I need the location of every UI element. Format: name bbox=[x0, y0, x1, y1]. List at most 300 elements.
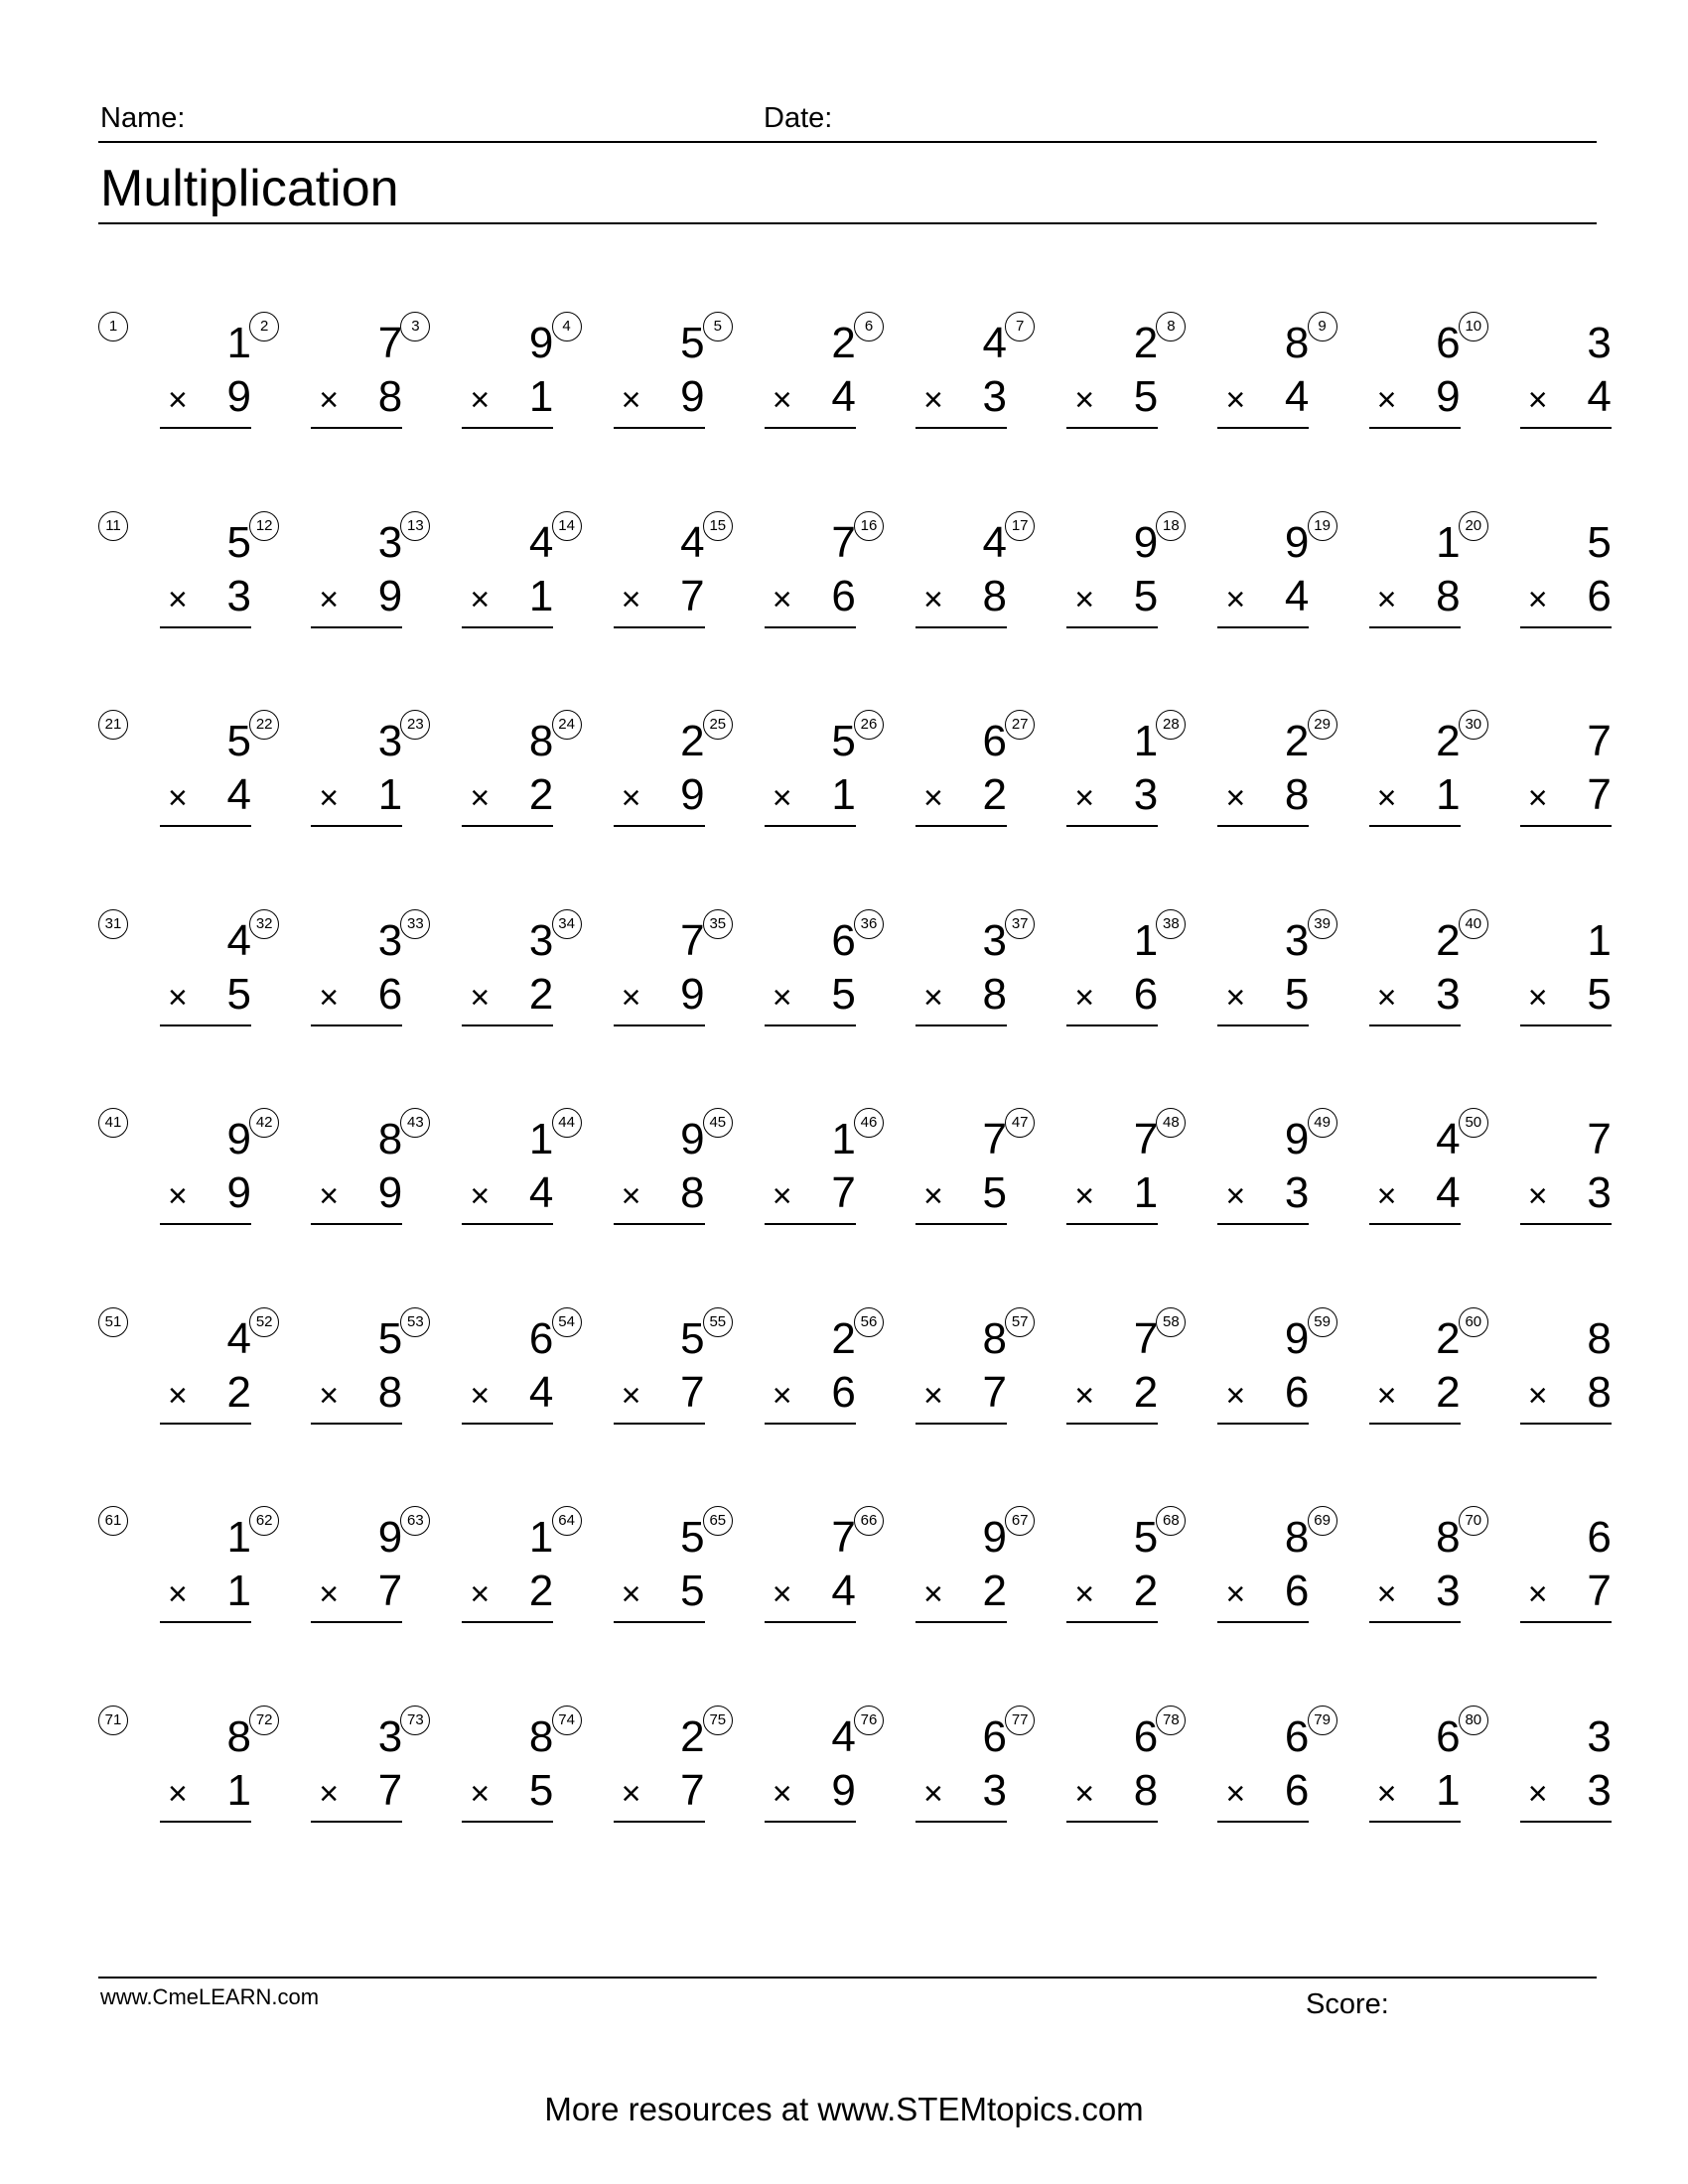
answer-line[interactable] bbox=[1217, 1024, 1309, 1026]
problem-item bbox=[703, 1506, 856, 1615]
times-sign: × bbox=[168, 1575, 188, 1613]
problem-item bbox=[249, 312, 402, 421]
answer-line[interactable] bbox=[160, 626, 251, 628]
multiplier: 2 bbox=[1133, 1367, 1159, 1417]
times-sign: × bbox=[1074, 779, 1095, 817]
times-sign: × bbox=[1527, 779, 1548, 817]
times-sign: × bbox=[168, 381, 188, 419]
multiplicand: 7 bbox=[1587, 1115, 1612, 1163]
answer-line[interactable] bbox=[1369, 1821, 1461, 1823]
multiplier: 5 bbox=[1587, 969, 1612, 1019]
problem-item bbox=[552, 312, 705, 421]
multiplier: 2 bbox=[1436, 1367, 1461, 1417]
multiplier: 1 bbox=[226, 1765, 251, 1815]
times-sign: × bbox=[168, 1177, 188, 1215]
multiplicand: 2 bbox=[831, 1313, 856, 1363]
times-sign: × bbox=[1527, 1774, 1548, 1813]
times-sign: × bbox=[1527, 381, 1548, 419]
multiplicand: 4 bbox=[226, 1313, 251, 1363]
answer-line[interactable] bbox=[1369, 1621, 1461, 1623]
answer-line[interactable] bbox=[1217, 825, 1309, 827]
multiplicand: 8 bbox=[528, 717, 554, 765]
answer-line[interactable] bbox=[462, 626, 553, 628]
problem-item bbox=[1459, 710, 1612, 819]
problem-number-badge: 46 bbox=[854, 1108, 884, 1138]
multiplicand: 8 bbox=[528, 1711, 554, 1761]
answer-line[interactable] bbox=[1217, 1821, 1309, 1823]
multiplier: 7 bbox=[1587, 1567, 1612, 1615]
multiplicand: 2 bbox=[1284, 717, 1310, 765]
answer-line[interactable] bbox=[765, 1821, 856, 1823]
problem-item bbox=[400, 312, 553, 421]
multiplicand: 3 bbox=[1587, 319, 1612, 367]
answer-line[interactable] bbox=[765, 825, 856, 827]
problem-item bbox=[400, 1307, 553, 1417]
times-sign: × bbox=[621, 779, 641, 817]
problem-number-badge: 23 bbox=[400, 710, 430, 740]
multiplier: 3 bbox=[1436, 969, 1461, 1019]
problem-number-badge: 57 bbox=[1005, 1307, 1035, 1337]
multiplicand: 5 bbox=[226, 517, 251, 567]
answer-line[interactable] bbox=[1217, 427, 1309, 429]
multiplier: 4 bbox=[226, 770, 251, 819]
times-sign: × bbox=[1376, 978, 1397, 1017]
multiplier: 5 bbox=[1133, 372, 1159, 421]
problem-item bbox=[854, 511, 1007, 620]
multiplicand: 8 bbox=[377, 1115, 403, 1163]
multiplier: 5 bbox=[1284, 969, 1310, 1019]
answer-line[interactable] bbox=[915, 626, 1007, 628]
answer-line[interactable] bbox=[915, 1821, 1007, 1823]
answer-line[interactable] bbox=[1369, 1024, 1461, 1026]
answer-line[interactable] bbox=[915, 825, 1007, 827]
problem-item bbox=[1459, 1307, 1612, 1417]
problem-item bbox=[98, 312, 251, 421]
times-sign: × bbox=[923, 580, 943, 618]
answer-line[interactable] bbox=[915, 427, 1007, 429]
multiplier: 5 bbox=[982, 1168, 1007, 1217]
answer-line[interactable] bbox=[765, 1621, 856, 1623]
multiplicand: 5 bbox=[831, 717, 856, 765]
times-sign: × bbox=[1225, 1177, 1246, 1215]
answer-line[interactable] bbox=[1520, 1821, 1612, 1823]
multiplicand: 8 bbox=[982, 1313, 1007, 1363]
problem-item bbox=[400, 710, 553, 819]
problem-number-badge: 27 bbox=[1005, 710, 1035, 740]
times-sign: × bbox=[470, 1376, 491, 1415]
problem-item bbox=[1156, 511, 1309, 620]
answer-line[interactable] bbox=[462, 1223, 553, 1225]
answer-line[interactable] bbox=[1217, 626, 1309, 628]
multiplicand: 5 bbox=[680, 1513, 705, 1562]
multiplier: 6 bbox=[1587, 571, 1612, 620]
problem-number-badge: 74 bbox=[552, 1706, 582, 1735]
answer-line[interactable] bbox=[915, 1621, 1007, 1623]
answer-line[interactable] bbox=[915, 1223, 1007, 1225]
problem-item bbox=[552, 1108, 705, 1217]
multiplicand: 7 bbox=[1133, 1115, 1159, 1163]
answer-line[interactable] bbox=[160, 825, 251, 827]
answer-line[interactable] bbox=[614, 427, 705, 429]
times-sign: × bbox=[1225, 580, 1246, 618]
times-sign: × bbox=[470, 381, 491, 419]
problem-item bbox=[400, 1108, 553, 1217]
answer-line[interactable] bbox=[462, 825, 553, 827]
multiplier: 9 bbox=[226, 1168, 251, 1217]
multiplier: 1 bbox=[1133, 1168, 1159, 1217]
multiplicand: 7 bbox=[831, 517, 856, 567]
multiplicand: 4 bbox=[982, 517, 1007, 567]
answer-line[interactable] bbox=[1066, 1621, 1158, 1623]
answer-line[interactable] bbox=[1520, 626, 1612, 628]
multiplicand: 2 bbox=[831, 319, 856, 367]
problem-number-badge: 73 bbox=[400, 1706, 430, 1735]
problem-item bbox=[854, 1706, 1007, 1815]
answer-line[interactable] bbox=[1066, 825, 1158, 827]
multiplicand: 6 bbox=[528, 1313, 554, 1363]
problem-item bbox=[703, 312, 856, 421]
problem-item bbox=[1156, 1108, 1309, 1217]
answer-line[interactable] bbox=[462, 427, 553, 429]
problem-item bbox=[552, 1706, 705, 1815]
answer-line[interactable] bbox=[1369, 1223, 1461, 1225]
answer-line[interactable] bbox=[765, 427, 856, 429]
times-sign: × bbox=[1225, 1774, 1246, 1813]
times-sign: × bbox=[168, 779, 188, 817]
problem-number-badge: 9 bbox=[1308, 312, 1337, 341]
multiplier: 4 bbox=[831, 372, 856, 421]
times-sign: × bbox=[1527, 1575, 1548, 1613]
multiplier: 2 bbox=[528, 1567, 554, 1615]
problem-item bbox=[703, 909, 856, 1019]
times-sign: × bbox=[470, 779, 491, 817]
multiplier: 3 bbox=[1133, 770, 1159, 819]
multiplier: 1 bbox=[1436, 770, 1461, 819]
problem-number-badge: 58 bbox=[1156, 1307, 1186, 1337]
answer-line[interactable] bbox=[1369, 626, 1461, 628]
multiplier: 3 bbox=[1587, 1168, 1612, 1217]
problem-item bbox=[1459, 909, 1612, 1019]
problem-number-badge: 60 bbox=[1459, 1307, 1488, 1337]
times-sign: × bbox=[1376, 779, 1397, 817]
footer-row bbox=[98, 1977, 1597, 2022]
problem-item bbox=[1156, 1506, 1309, 1615]
problem-item bbox=[1156, 1706, 1309, 1815]
answer-line[interactable] bbox=[614, 1821, 705, 1823]
problem-number-badge: 12 bbox=[249, 511, 279, 541]
multiplier: 9 bbox=[680, 372, 705, 421]
date-label: Date: bbox=[764, 102, 833, 134]
answer-line[interactable] bbox=[1520, 825, 1612, 827]
answer-line[interactable] bbox=[1520, 1621, 1612, 1623]
answer-line[interactable] bbox=[462, 1024, 553, 1026]
problem-number-badge: 25 bbox=[703, 710, 733, 740]
answer-line[interactable] bbox=[1520, 427, 1612, 429]
problem-number-badge: 63 bbox=[400, 1506, 430, 1536]
times-sign: × bbox=[168, 580, 188, 618]
problem-item bbox=[1005, 1108, 1158, 1217]
page-title: Multiplication bbox=[100, 160, 399, 217]
answer-line[interactable] bbox=[915, 1024, 1007, 1026]
multiplier: 6 bbox=[1284, 1567, 1310, 1615]
multiplier: 4 bbox=[1587, 372, 1612, 421]
multiplier: 9 bbox=[680, 969, 705, 1019]
answer-line[interactable] bbox=[1066, 1223, 1158, 1225]
multiplicand: 8 bbox=[1587, 1313, 1612, 1363]
problem-item bbox=[98, 1506, 251, 1615]
problem-number-badge: 6 bbox=[854, 312, 884, 341]
times-sign: × bbox=[470, 1177, 491, 1215]
multiplier: 3 bbox=[982, 1765, 1007, 1815]
multiplier: 6 bbox=[831, 571, 856, 620]
multiplier: 8 bbox=[982, 571, 1007, 620]
times-sign: × bbox=[1376, 1177, 1397, 1215]
answer-line[interactable] bbox=[1066, 1821, 1158, 1823]
problem-number-badge: 49 bbox=[1308, 1108, 1337, 1138]
problem-number-badge: 43 bbox=[400, 1108, 430, 1138]
answer-line[interactable] bbox=[160, 1821, 251, 1823]
multiplier: 9 bbox=[377, 1168, 403, 1217]
multiplier: 4 bbox=[528, 1367, 554, 1417]
problem-item bbox=[1308, 312, 1461, 421]
answer-line[interactable] bbox=[1217, 1223, 1309, 1225]
answer-line[interactable] bbox=[1217, 1621, 1309, 1623]
answer-line[interactable] bbox=[614, 825, 705, 827]
times-sign: × bbox=[319, 978, 340, 1017]
answer-line[interactable] bbox=[614, 1621, 705, 1623]
answer-line[interactable] bbox=[160, 1621, 251, 1623]
times-sign: × bbox=[772, 1774, 792, 1813]
multiplicand: 5 bbox=[226, 717, 251, 765]
times-sign: × bbox=[1225, 1376, 1246, 1415]
multiplicand: 2 bbox=[680, 717, 705, 765]
problem-number-badge: 71 bbox=[98, 1706, 128, 1735]
problem-number-badge: 66 bbox=[854, 1506, 884, 1536]
problem-number-badge: 15 bbox=[703, 511, 733, 541]
problem-number-badge: 4 bbox=[552, 312, 582, 341]
answer-line[interactable] bbox=[765, 626, 856, 628]
problem-number-badge: 22 bbox=[249, 710, 279, 740]
multiplicand: 6 bbox=[831, 915, 856, 965]
multiplier: 4 bbox=[1284, 372, 1310, 421]
answer-line[interactable] bbox=[1066, 1423, 1158, 1425]
problem-number-badge: 20 bbox=[1459, 511, 1488, 541]
multiplier: 8 bbox=[377, 372, 403, 421]
multiplicand: 3 bbox=[377, 915, 403, 965]
problem-number-badge: 21 bbox=[98, 710, 128, 740]
problem-number-badge: 31 bbox=[98, 909, 128, 939]
problem-number-badge: 36 bbox=[854, 909, 884, 939]
problem-item bbox=[703, 1307, 856, 1417]
answer-line[interactable] bbox=[462, 1621, 553, 1623]
problem-number-badge: 79 bbox=[1308, 1706, 1337, 1735]
answer-line[interactable] bbox=[1520, 1423, 1612, 1425]
problem-item bbox=[703, 1706, 856, 1815]
multiplicand: 4 bbox=[831, 1711, 856, 1761]
problem-number-badge: 28 bbox=[1156, 710, 1186, 740]
answer-line[interactable] bbox=[915, 1423, 1007, 1425]
times-sign: × bbox=[772, 580, 792, 618]
multiplier: 7 bbox=[680, 1765, 705, 1815]
multiplicand: 1 bbox=[528, 1513, 554, 1562]
answer-line[interactable] bbox=[1217, 1423, 1309, 1425]
problem-number-badge: 59 bbox=[1308, 1307, 1337, 1337]
answer-line[interactable] bbox=[311, 626, 402, 628]
answer-line[interactable] bbox=[462, 1423, 553, 1425]
problem-number-badge: 40 bbox=[1459, 909, 1488, 939]
times-sign: × bbox=[923, 1575, 943, 1613]
answer-line[interactable] bbox=[765, 1024, 856, 1026]
multiplicand: 5 bbox=[680, 1313, 705, 1363]
answer-line[interactable] bbox=[765, 1223, 856, 1225]
multiplier: 1 bbox=[377, 770, 403, 819]
multiplier: 1 bbox=[528, 571, 554, 620]
answer-line[interactable] bbox=[311, 1423, 402, 1425]
answer-line[interactable] bbox=[614, 626, 705, 628]
multiplier: 2 bbox=[982, 770, 1007, 819]
multiplier: 4 bbox=[831, 1567, 856, 1615]
answer-line[interactable] bbox=[614, 1024, 705, 1026]
problem-number-badge: 68 bbox=[1156, 1506, 1186, 1536]
multiplier: 5 bbox=[680, 1567, 705, 1615]
times-sign: × bbox=[772, 1177, 792, 1215]
problem-item bbox=[1005, 710, 1158, 819]
problem-number-badge: 39 bbox=[1308, 909, 1337, 939]
multiplicand: 9 bbox=[1284, 1313, 1310, 1363]
answer-line[interactable] bbox=[1369, 825, 1461, 827]
multiplier: 6 bbox=[1133, 969, 1159, 1019]
problem-number-badge: 3 bbox=[400, 312, 430, 341]
problem-number-badge: 11 bbox=[98, 511, 128, 541]
answer-line[interactable] bbox=[160, 1024, 251, 1026]
times-sign: × bbox=[1074, 1177, 1095, 1215]
problem-item bbox=[1005, 312, 1158, 421]
multiplier: 8 bbox=[1587, 1367, 1612, 1417]
multiplier: 9 bbox=[226, 372, 251, 421]
multiplicand: 1 bbox=[226, 319, 251, 367]
answer-line[interactable] bbox=[1066, 626, 1158, 628]
multiplicand: 9 bbox=[982, 1513, 1007, 1562]
multiplicand: 7 bbox=[680, 915, 705, 965]
times-sign: × bbox=[923, 978, 943, 1017]
answer-line[interactable] bbox=[160, 1223, 251, 1225]
answer-line[interactable] bbox=[311, 1223, 402, 1225]
answer-line[interactable] bbox=[1066, 1024, 1158, 1026]
problem-item bbox=[98, 710, 251, 819]
problem-item bbox=[1005, 1706, 1158, 1815]
multiplier: 5 bbox=[528, 1765, 554, 1815]
answer-line[interactable] bbox=[160, 427, 251, 429]
multiplicand: 1 bbox=[226, 1513, 251, 1562]
problem-number-badge: 61 bbox=[98, 1506, 128, 1536]
times-sign: × bbox=[319, 381, 340, 419]
answer-line[interactable] bbox=[462, 1821, 553, 1823]
answer-line[interactable] bbox=[1066, 427, 1158, 429]
problem-number-badge: 37 bbox=[1005, 909, 1035, 939]
problem-item bbox=[400, 511, 553, 620]
multiplicand: 2 bbox=[1133, 319, 1159, 367]
multiplier: 8 bbox=[377, 1367, 403, 1417]
site-link[interactable]: www.CmeLEARN.com bbox=[100, 1984, 320, 2009]
problem-item bbox=[1308, 909, 1461, 1019]
multiplicand: 9 bbox=[680, 1115, 705, 1163]
times-sign: × bbox=[923, 1774, 943, 1813]
multiplier: 2 bbox=[1133, 1567, 1159, 1615]
multiplier: 3 bbox=[1436, 1567, 1461, 1615]
problem-number-badge: 1 bbox=[98, 312, 128, 341]
times-sign: × bbox=[772, 779, 792, 817]
problem-number-badge: 76 bbox=[854, 1706, 884, 1735]
problem-item bbox=[552, 710, 705, 819]
times-sign: × bbox=[621, 1575, 641, 1613]
times-sign: × bbox=[168, 1376, 188, 1415]
answer-line[interactable] bbox=[614, 1223, 705, 1225]
problem-number-badge: 78 bbox=[1156, 1706, 1186, 1735]
multiplicand: 2 bbox=[680, 1711, 705, 1761]
problem-item bbox=[1459, 1706, 1612, 1815]
multiplicand: 4 bbox=[982, 319, 1007, 367]
problem-number-badge: 42 bbox=[249, 1108, 279, 1138]
problem-item bbox=[98, 511, 251, 620]
problem-item bbox=[1459, 312, 1612, 421]
times-sign: × bbox=[1074, 381, 1095, 419]
times-sign: × bbox=[1376, 1575, 1397, 1613]
multiplier: 6 bbox=[1284, 1765, 1310, 1815]
answer-line[interactable] bbox=[311, 1621, 402, 1623]
problem-number-badge: 41 bbox=[98, 1108, 128, 1138]
answer-line[interactable] bbox=[1520, 1223, 1612, 1225]
problem-number-badge: 5 bbox=[703, 312, 733, 341]
problem-number-badge: 44 bbox=[552, 1108, 582, 1138]
answer-line[interactable] bbox=[1369, 1423, 1461, 1425]
problem-item bbox=[1459, 1506, 1612, 1615]
answer-line[interactable] bbox=[1520, 1024, 1612, 1026]
times-sign: × bbox=[1225, 381, 1246, 419]
problem-item bbox=[1459, 511, 1612, 620]
multiplicand: 5 bbox=[377, 1313, 403, 1363]
times-sign: × bbox=[319, 1177, 340, 1215]
multiplier: 5 bbox=[1133, 571, 1159, 620]
times-sign: × bbox=[1376, 1376, 1397, 1415]
answer-line[interactable] bbox=[765, 1423, 856, 1425]
multiplicand: 1 bbox=[1133, 915, 1159, 965]
multiplier: 9 bbox=[1436, 372, 1461, 421]
answer-line[interactable] bbox=[311, 825, 402, 827]
multiplicand: 5 bbox=[1133, 1513, 1159, 1562]
problem-number-badge: 69 bbox=[1308, 1506, 1337, 1536]
times-sign: × bbox=[168, 978, 188, 1017]
answer-line[interactable] bbox=[311, 427, 402, 429]
multiplier: 3 bbox=[1284, 1168, 1310, 1217]
times-sign: × bbox=[772, 978, 792, 1017]
answer-line[interactable] bbox=[311, 1821, 402, 1823]
answer-line[interactable] bbox=[1369, 427, 1461, 429]
problem-item bbox=[703, 710, 856, 819]
multiplicand: 7 bbox=[831, 1513, 856, 1562]
problem-item bbox=[98, 909, 251, 1019]
answer-line[interactable] bbox=[311, 1024, 402, 1026]
times-sign: × bbox=[923, 1177, 943, 1215]
times-sign: × bbox=[470, 580, 491, 618]
answer-line[interactable] bbox=[160, 1423, 251, 1425]
problem-item bbox=[98, 1706, 251, 1815]
multiplier: 8 bbox=[1284, 770, 1310, 819]
problem-item bbox=[98, 1108, 251, 1217]
multiplicand: 3 bbox=[1284, 915, 1310, 965]
problem-item bbox=[854, 909, 1007, 1019]
multiplicand: 5 bbox=[1587, 517, 1612, 567]
answer-line[interactable] bbox=[614, 1423, 705, 1425]
